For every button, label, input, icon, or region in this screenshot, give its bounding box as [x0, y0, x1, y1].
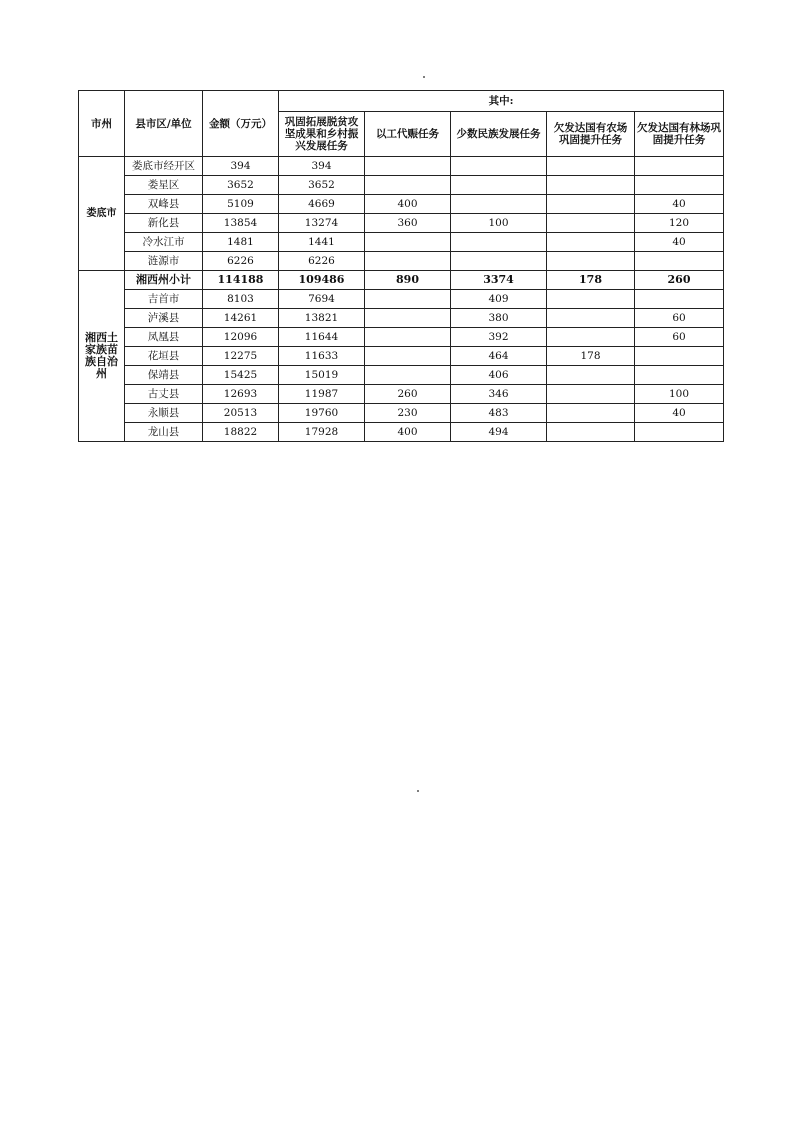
- cell-ethnic-minority: [451, 157, 547, 176]
- cell-ethnic-minority: 3374: [451, 271, 547, 290]
- cell-unit: 凤凰县: [125, 328, 203, 347]
- cell-amount: 20513: [203, 404, 279, 423]
- cell-state-farm: [547, 328, 635, 347]
- cell-work-relief: [365, 290, 451, 309]
- cell-rural-revitalization: 4669: [279, 195, 365, 214]
- cell-amount: 13854: [203, 214, 279, 233]
- allocation-table: [78, 90, 724, 442]
- table-row: [79, 366, 724, 385]
- cell-amount: 14261: [203, 309, 279, 328]
- cell-state-farm: [547, 252, 635, 271]
- cell-unit: 永顺县: [125, 404, 203, 423]
- cell-amount: 1481: [203, 233, 279, 252]
- cell-amount: 12096: [203, 328, 279, 347]
- cell-state-farm: [547, 233, 635, 252]
- cell-amount: 3652: [203, 176, 279, 195]
- cell-amount: 15425: [203, 366, 279, 385]
- cell-unit: 花垣县: [125, 347, 203, 366]
- cell-rural-revitalization: 7694: [279, 290, 365, 309]
- cell-state-forest: [635, 347, 724, 366]
- cell-state-forest: [635, 290, 724, 309]
- table-row: [79, 347, 724, 366]
- cell-state-farm: [547, 309, 635, 328]
- cell-state-forest: 40: [635, 195, 724, 214]
- cell-work-relief: [365, 233, 451, 252]
- cell-state-forest: 40: [635, 233, 724, 252]
- cell-rural-revitalization: 11987: [279, 385, 365, 404]
- header-city: 市州: [79, 91, 125, 157]
- header-col-ethnic-minority: 少数民族发展任务: [451, 112, 547, 157]
- cell-ethnic-minority: [451, 195, 547, 214]
- cell-work-relief: 400: [365, 195, 451, 214]
- cell-rural-revitalization: 6226: [279, 252, 365, 271]
- cell-unit: 湘西州小计: [125, 271, 203, 290]
- cell-state-forest: 100: [635, 385, 724, 404]
- cell-unit: 吉首市: [125, 290, 203, 309]
- table-row: [79, 214, 724, 233]
- cell-work-relief: 260: [365, 385, 451, 404]
- cell-amount: 6226: [203, 252, 279, 271]
- cell-work-relief: 400: [365, 423, 451, 442]
- cell-work-relief: [365, 252, 451, 271]
- page-speck-top: [423, 76, 425, 78]
- cell-rural-revitalization: 13274: [279, 214, 365, 233]
- cell-state-farm: [547, 404, 635, 423]
- table-row: [79, 290, 724, 309]
- table-row: [79, 309, 724, 328]
- cell-work-relief: [365, 347, 451, 366]
- cell-state-forest: 40: [635, 404, 724, 423]
- cell-rural-revitalization: 11633: [279, 347, 365, 366]
- cell-state-forest: 260: [635, 271, 724, 290]
- cell-state-farm: [547, 366, 635, 385]
- cell-rural-revitalization: 11644: [279, 328, 365, 347]
- cell-rural-revitalization: 1441: [279, 233, 365, 252]
- header-of-which: 其中:: [279, 91, 724, 112]
- subtotal-row: [79, 271, 724, 290]
- cell-unit: 双峰县: [125, 195, 203, 214]
- cell-ethnic-minority: 392: [451, 328, 547, 347]
- cell-amount: 114188: [203, 271, 279, 290]
- cell-work-relief: [365, 328, 451, 347]
- cell-ethnic-minority: [451, 252, 547, 271]
- cell-ethnic-minority: 100: [451, 214, 547, 233]
- cell-work-relief: 360: [365, 214, 451, 233]
- header-amount: 金额（万元）: [203, 91, 279, 157]
- cell-ethnic-minority: 494: [451, 423, 547, 442]
- cell-rural-revitalization: 17928: [279, 423, 365, 442]
- table-row: [79, 195, 724, 214]
- cell-work-relief: [365, 309, 451, 328]
- city-cell: 湘西土家族苗族自治州: [79, 271, 125, 442]
- cell-unit: 涟源市: [125, 252, 203, 271]
- cell-amount: 394: [203, 157, 279, 176]
- cell-state-farm: 178: [547, 271, 635, 290]
- header-col-work-relief: 以工代赈任务: [365, 112, 451, 157]
- cell-rural-revitalization: 3652: [279, 176, 365, 195]
- cell-state-farm: [547, 214, 635, 233]
- cell-state-forest: 60: [635, 309, 724, 328]
- cell-rural-revitalization: 13821: [279, 309, 365, 328]
- cell-state-forest: [635, 252, 724, 271]
- cell-state-farm: [547, 176, 635, 195]
- cell-state-farm: [547, 157, 635, 176]
- cell-rural-revitalization: 394: [279, 157, 365, 176]
- cell-state-farm: [547, 195, 635, 214]
- header-col-state-farm: 欠发达国有农场巩固提升任务: [547, 112, 635, 157]
- cell-unit: 保靖县: [125, 366, 203, 385]
- cell-rural-revitalization: 109486: [279, 271, 365, 290]
- cell-state-farm: [547, 290, 635, 309]
- cell-state-forest: [635, 423, 724, 442]
- cell-amount: 18822: [203, 423, 279, 442]
- cell-ethnic-minority: 346: [451, 385, 547, 404]
- cell-rural-revitalization: 15019: [279, 366, 365, 385]
- cell-amount: 12275: [203, 347, 279, 366]
- cell-state-forest: [635, 366, 724, 385]
- table-row: [79, 252, 724, 271]
- table-row: [79, 157, 724, 176]
- cell-work-relief: 230: [365, 404, 451, 423]
- cell-ethnic-minority: 409: [451, 290, 547, 309]
- cell-work-relief: [365, 176, 451, 195]
- cell-amount: 5109: [203, 195, 279, 214]
- cell-ethnic-minority: 483: [451, 404, 547, 423]
- cell-unit: 泸溪县: [125, 309, 203, 328]
- cell-work-relief: [365, 157, 451, 176]
- header-col-rural-revitalization: 巩固拓展脱贫攻坚成果和乡村振兴发展任务: [279, 112, 365, 157]
- cell-amount: 12693: [203, 385, 279, 404]
- cell-amount: 8103: [203, 290, 279, 309]
- table-row: [79, 404, 724, 423]
- cell-state-farm: [547, 423, 635, 442]
- table-row: [79, 385, 724, 404]
- table-row: [79, 423, 724, 442]
- cell-unit: 龙山县: [125, 423, 203, 442]
- cell-ethnic-minority: [451, 233, 547, 252]
- cell-unit: 古丈县: [125, 385, 203, 404]
- cell-ethnic-minority: 380: [451, 309, 547, 328]
- cell-ethnic-minority: [451, 176, 547, 195]
- city-cell: 娄底市: [79, 157, 125, 271]
- cell-state-forest: 60: [635, 328, 724, 347]
- cell-work-relief: 890: [365, 271, 451, 290]
- header-col-state-forest: 欠发达国有林场巩固提升任务: [635, 112, 724, 157]
- cell-state-forest: 120: [635, 214, 724, 233]
- cell-ethnic-minority: 406: [451, 366, 547, 385]
- cell-state-farm: [547, 385, 635, 404]
- cell-state-forest: [635, 176, 724, 195]
- page-speck-middle: [417, 790, 419, 792]
- cell-ethnic-minority: 464: [451, 347, 547, 366]
- cell-state-forest: [635, 157, 724, 176]
- table-row: [79, 233, 724, 252]
- cell-unit: 娄星区: [125, 176, 203, 195]
- header-unit: 县市区/单位: [125, 91, 203, 157]
- cell-unit: 冷水江市: [125, 233, 203, 252]
- cell-state-farm: 178: [547, 347, 635, 366]
- table-row: [79, 328, 724, 347]
- table-row: [79, 176, 724, 195]
- cell-rural-revitalization: 19760: [279, 404, 365, 423]
- cell-unit: 娄底市经开区: [125, 157, 203, 176]
- cell-work-relief: [365, 366, 451, 385]
- cell-unit: 新化县: [125, 214, 203, 233]
